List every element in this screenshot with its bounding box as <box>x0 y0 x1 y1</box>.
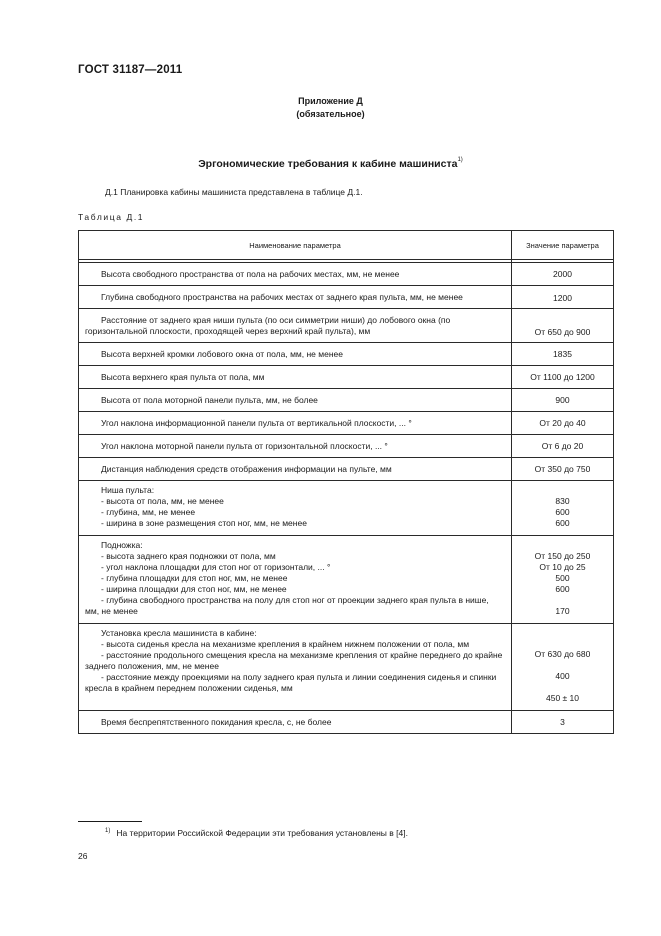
parameter-line: Установка кресла машиниста в кабине: <box>101 628 257 638</box>
appendix-title: Приложение Д <box>298 96 363 106</box>
parameters-table <box>78 230 614 734</box>
table-header-row <box>79 231 614 260</box>
clause-text: Д.1 Планировка кабины машиниста представлена в таблице Д.1. <box>105 187 363 197</box>
standard-designation: ГОСТ 31187—2011 <box>78 64 183 76</box>
value-line <box>516 638 609 649</box>
parameter-line: Высота верхнего края пульта от пола, мм <box>101 372 265 382</box>
parameter-cell <box>79 309 512 343</box>
parameter-line: - высота заднего края подножки от пола, мм <box>101 551 276 561</box>
header-parameter-name: Наименование параметра <box>79 231 512 260</box>
table-row <box>79 536 614 624</box>
value-cell <box>512 481 614 536</box>
value-line: От 1100 до 1200 <box>530 372 595 382</box>
parameter-cell <box>79 412 512 435</box>
footnote-separator <box>78 821 142 822</box>
parameter-line: - высота от пола, мм, не менее <box>101 496 224 506</box>
table-row <box>79 389 614 412</box>
parameter-cell <box>79 366 512 389</box>
table-caption: Таблица Д.1 <box>78 212 145 222</box>
value-cell <box>512 711 614 734</box>
parameter-cell <box>79 624 512 711</box>
value-line: От 650 до 900 <box>534 327 591 337</box>
parameter-cell <box>79 389 512 412</box>
parameter-line: Подножка: <box>101 540 143 550</box>
parameter-cell <box>79 536 512 624</box>
value-cell <box>512 343 614 366</box>
value-cell <box>512 389 614 412</box>
value-line: От 150 до 250 <box>534 551 591 561</box>
parameter-line: - глубина свободного пространства на полу для стоп ног от проекции заднего края пульта в нише, мм, не менее <box>85 595 489 616</box>
value-line: От 20 до 40 <box>539 418 586 428</box>
table-row <box>79 343 614 366</box>
value-line: 900 <box>555 395 570 405</box>
table-row <box>79 458 614 481</box>
value-cell <box>512 366 614 389</box>
value-line: 2000 <box>553 269 572 279</box>
value-line <box>516 485 609 496</box>
value-line: 600 <box>555 507 570 517</box>
parameter-cell <box>79 343 512 366</box>
value-line <box>516 660 609 671</box>
value-line: 830 <box>555 496 570 506</box>
parameter-line: - угол наклона площадки для стоп ног от горизонтали, ... ° <box>101 562 331 572</box>
parameter-cell <box>79 286 512 309</box>
value-cell <box>512 412 614 435</box>
parameter-cell <box>79 711 512 734</box>
parameter-line: Расстояние от заднего края ниши пульта (по оси симметрии ниши) до лобового окна (по горизонтальной плоскости, проходящей через верхний край пульта), мм <box>85 315 451 336</box>
value-cell <box>512 435 614 458</box>
section-heading-text: Эргономические требования к кабине машиниста <box>198 158 458 170</box>
parameter-line: Глубина свободного пространства на рабочих местах от заднего края пульта, мм, не менее <box>101 292 463 302</box>
table-row <box>79 624 614 711</box>
parameter-line: - ширина площадки для стоп ног, мм, не менее <box>101 584 287 594</box>
footnote-mark: 1) <box>105 828 111 834</box>
parameter-line: - расстояние продольного смещения кресла на механизме крепления от крайне переднего до крайне заднего положения, мм, не менее <box>85 650 503 671</box>
parameter-line: Угол наклона информационной панели пульта от вертикальной плоскости, ... ° <box>101 418 412 428</box>
value-line <box>516 595 609 606</box>
value-cell <box>512 536 614 624</box>
value-line: От 10 до 25 <box>539 562 586 572</box>
table-row <box>79 309 614 343</box>
parameter-cell <box>79 263 512 286</box>
value-line: От 6 до 20 <box>541 441 584 451</box>
value-cell <box>512 286 614 309</box>
parameter-line: Дистанция наблюдения средств отображения информации на пульте, мм <box>101 464 392 474</box>
parameter-cell <box>79 458 512 481</box>
table-row <box>79 711 614 734</box>
section-heading <box>0 158 661 170</box>
appendix-status: (обязательное) <box>296 109 365 119</box>
value-line: 1200 <box>553 293 572 303</box>
footnote <box>105 828 408 838</box>
parameter-line: - ширина в зоне размещения стоп ног, мм, не менее <box>101 518 307 528</box>
value-line: 500 <box>555 573 570 583</box>
parameter-line: Высота от пола моторной панели пульта, мм, не более <box>101 395 318 405</box>
value-line: От 350 до 750 <box>534 464 591 474</box>
value-line: 3 <box>560 717 565 727</box>
parameter-line: - высота сиденья кресла на механизме крепления в крайнем нижнем положении от пола, мм <box>101 639 470 649</box>
table-row <box>79 263 614 286</box>
parameter-cell <box>79 435 512 458</box>
parameter-line: - глубина площадки для стоп ног, мм, не менее <box>101 573 288 583</box>
parameter-line: - глубина, мм, не менее <box>101 507 196 517</box>
value-line: 450 ± 10 <box>545 693 580 703</box>
parameter-line: Высота верхней кромки лобового окна от пола, мм, не менее <box>101 349 343 359</box>
value-line: 600 <box>555 518 570 528</box>
value-line <box>516 682 609 693</box>
value-cell <box>512 624 614 711</box>
value-cell <box>512 458 614 481</box>
parameter-line: Ниша пульта: <box>101 485 155 495</box>
parameter-cell <box>79 481 512 536</box>
table-row <box>79 366 614 389</box>
value-line <box>516 540 609 551</box>
table-row <box>79 481 614 536</box>
value-line: 600 <box>555 584 570 594</box>
parameter-line: Угол наклона моторной панели пульта от горизонтальной плоскости, ... ° <box>101 441 388 451</box>
value-line: 400 <box>555 671 570 681</box>
table-row <box>79 286 614 309</box>
value-line: 170 <box>555 606 570 616</box>
page-number: 26 <box>78 851 88 861</box>
header-parameter-value: Значение параметра <box>512 231 614 260</box>
table-row <box>79 412 614 435</box>
footnote-reference: 1) <box>457 157 463 163</box>
footnote-text: На территории Российской Федерации эти требования установлены в [4]. <box>116 828 408 838</box>
value-cell <box>512 309 614 343</box>
value-line <box>516 627 609 638</box>
parameter-line: Высота свободного пространства от пола на рабочих местах, мм, не менее <box>101 269 400 279</box>
value-line: От 630 до 680 <box>534 649 591 659</box>
value-cell <box>512 263 614 286</box>
parameter-line: Время беспрепятственного покидания кресла, с, не более <box>101 717 332 727</box>
parameter-line: - расстояние между проекциями на полу заднего края пульта и линии соединения сиденья и спинки кресла в крайнем переднем положении сиденья, мм <box>85 672 497 693</box>
table-row <box>79 435 614 458</box>
value-line: 1835 <box>553 349 572 359</box>
